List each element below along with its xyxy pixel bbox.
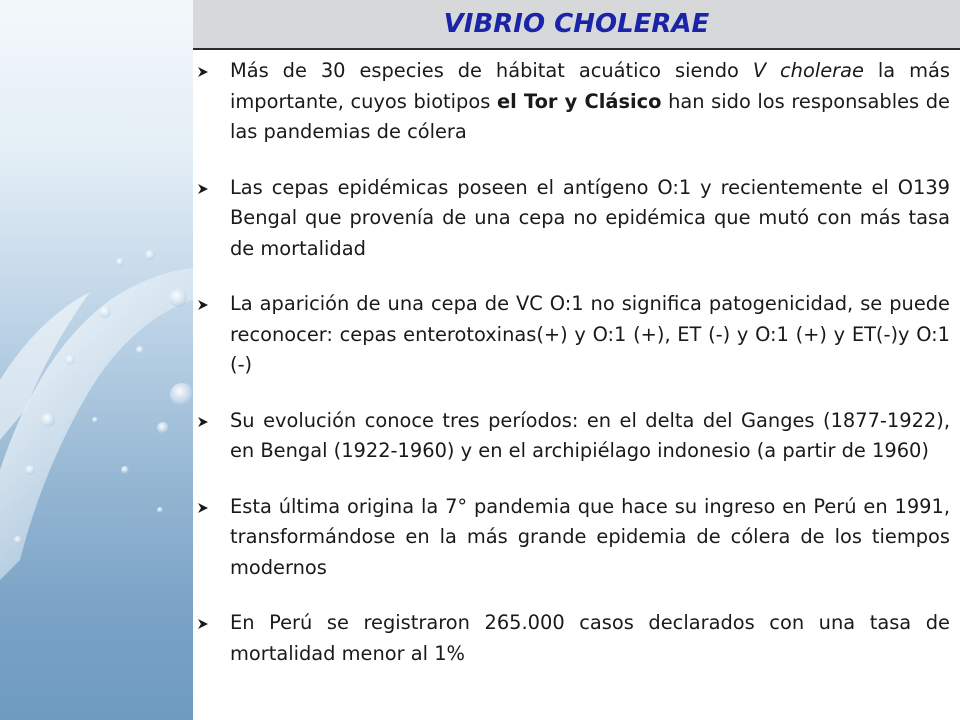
bullet-text xyxy=(230,409,950,463)
bullet-text-segment: En Perú se registraron 265.000 casos declarados con una tasa de mortalidad menor al 1% xyxy=(230,611,950,665)
bullet-list xyxy=(198,56,950,694)
bullet-text-segment: La aparición de una cepa de VC O:1 no significa patogenicidad, se puede reconocer: cepas enterotoxinas(+) y O:1 (+), ET (-) y O:1 (+) y ET(-)y O:1 (-) xyxy=(230,292,950,376)
arrowhead-bullet-icon xyxy=(198,503,208,513)
arrowhead-bullet-icon xyxy=(198,300,208,310)
bullet-text xyxy=(230,176,950,260)
bullet-text-segment: V cholerae xyxy=(752,59,864,82)
slide-title: VIBRIO CHOLERAE xyxy=(443,9,710,39)
bullet-item xyxy=(198,492,950,584)
bullet-text xyxy=(230,292,950,376)
bullet-text xyxy=(230,59,950,143)
bullet-text-segment: Las cepas epidémicas poseen el antígeno O:1 y recientemente el O139 Bengal que provenía de una cepa no epidémica que mutó con más tasa de mortalidad xyxy=(230,175,950,260)
bullet-item xyxy=(198,608,950,669)
arrowhead-bullet-icon xyxy=(198,619,208,629)
bullet-text-segment: Esta última origina la 7° pandemia que hace su ingreso en Perú en 1991, transformándose en la más grande epidemia de cólera de los tiempos modernos xyxy=(230,494,950,579)
bullet-item xyxy=(198,289,950,381)
bullet-item xyxy=(198,173,950,265)
bullet-item xyxy=(198,56,950,148)
water-splash-image xyxy=(0,0,193,720)
arrowhead-bullet-icon xyxy=(198,184,208,194)
arrowhead-bullet-icon xyxy=(198,417,208,427)
bullet-item xyxy=(198,406,950,467)
bullet-text xyxy=(230,495,950,579)
bullet-text-segment: el Tor y Clásico xyxy=(496,89,662,113)
bullet-text-segment: han sido los responsables de las pandemias de cólera xyxy=(230,89,950,143)
arrowhead-bullet-icon xyxy=(198,67,208,77)
bullet-text xyxy=(230,611,950,665)
bullet-text-segment: Más de 30 especies de hábitat acuático siendo xyxy=(230,59,753,82)
bullet-text-segment: Su evolución conoce tres períodos: en el delta del Ganges (1877-1922), en Bengal (1922-1960) y en el archipiélago indonesio (a partir de 1960) xyxy=(230,408,950,462)
bullet-text-segment: la más importante, cuyos biotipos xyxy=(230,59,950,113)
